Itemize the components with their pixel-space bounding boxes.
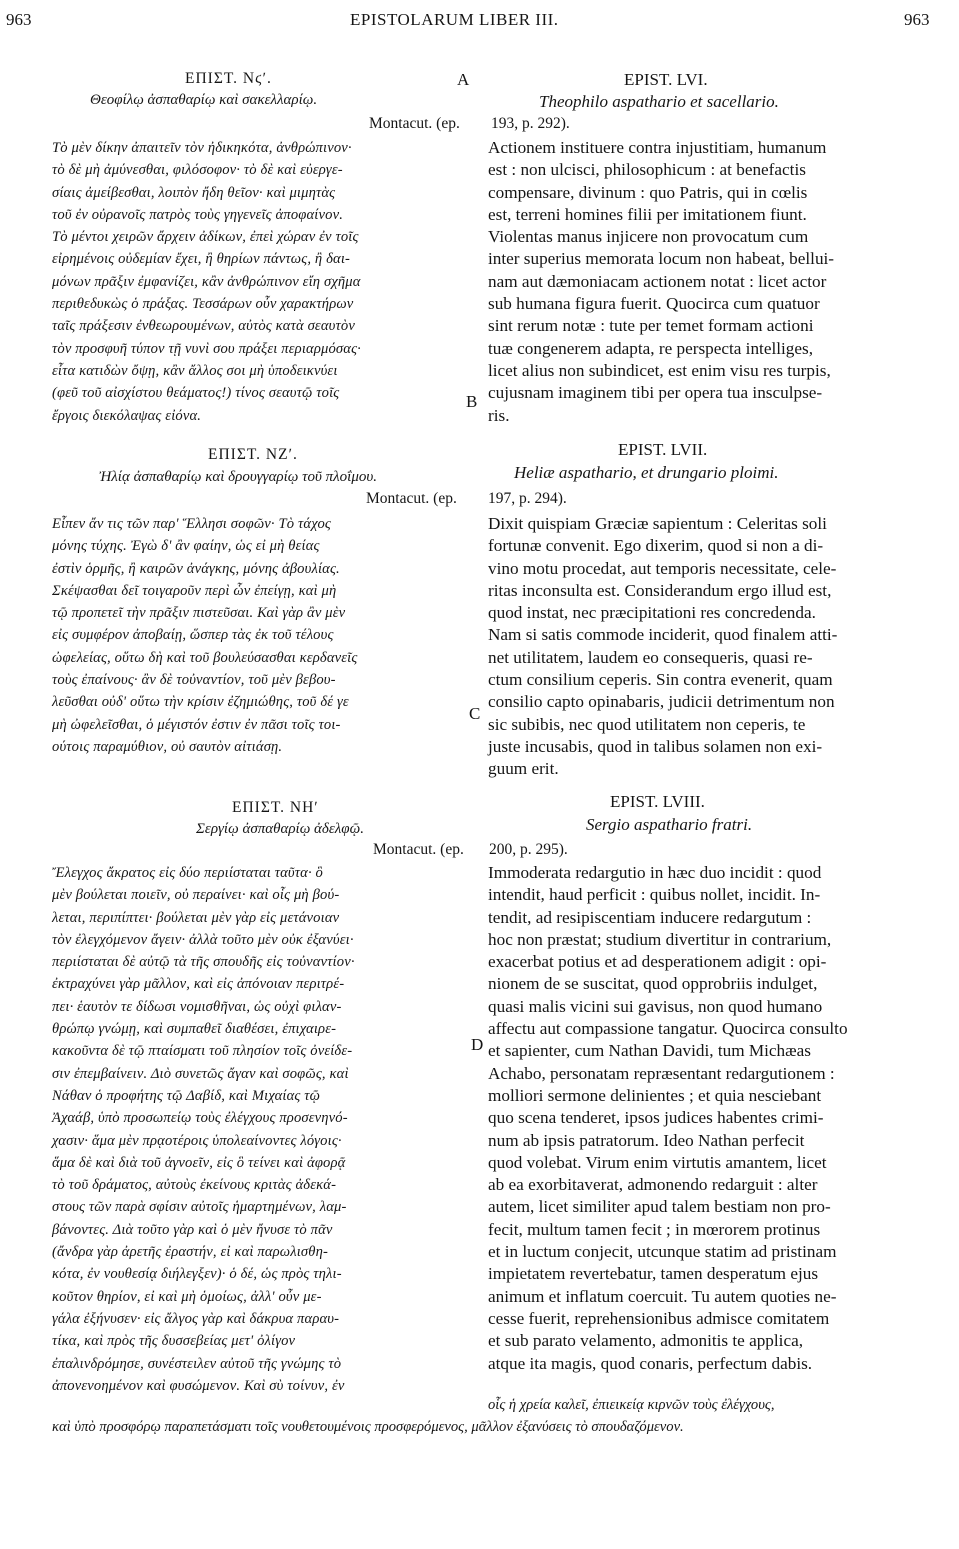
latin-text-line: quasi malis vicini sui gavisus, non quod humano: [488, 996, 823, 1016]
section-marker-a: A: [457, 70, 470, 89]
greek-text-line: ὠφελείας, οὕτω δὴ καὶ τοῦ βουλεύσασθαι κερδανεῖς: [52, 649, 358, 666]
greek-text-line: περιίσταται δὲ αὐτῷ τὰ τῆς σπουδῆς εἰς τοὐναντίον·: [52, 954, 355, 971]
greek-letter-subtitle: Σεργίῳ ἀσπαθαρίῳ ἀδελφῷ.: [196, 821, 364, 837]
latin-text-line: Actionem instituere contra injustitiam, humanum: [488, 138, 827, 157]
running-title: EPISTOLARUM LIBER III.: [350, 10, 559, 29]
greek-text-line: ἀπονενοημένον καὶ φυσώμενον. Καὶ σὺ τοίνυν, ἐν: [52, 1377, 345, 1394]
greek-text-line: θρώπῳ γνώμῃ, καὶ συμπαθεῖ διαθέσει, ἐπιχαιρε-: [52, 1021, 337, 1038]
greek-text-line: Τὸ μὲν δίκην ἀπαιτεῖν τὸν ἠδικηκότα, ἀνθρώπινον·: [52, 140, 352, 156]
source-reference-prefix: Montacut. (ep.: [373, 841, 464, 858]
greek-text-line: λεῦσθαι οὐδ' οὕτω τὴν κρίσιν ἐζημιώθης, τοῦ δέ γε: [52, 694, 349, 711]
latin-text-line: affectu aut compassione tangatur. Quocirca consulto: [488, 1019, 848, 1039]
latin-text-line: est, terreni homines filii per imitationem fiunt.: [488, 204, 807, 224]
greek-text-line: μόνων πρᾶξιν ἐμφανίζει, κἂν ἀνθρώπινον εἴη σχῆμα: [52, 273, 361, 290]
latin-text-line: sub humana figura fuerit. Quocirca cum quatuor: [488, 294, 820, 314]
page-number-right: 963: [904, 10, 930, 29]
latin-column-letter-57: [488, 513, 924, 781]
greek-text-line: Εἶπεν ἄν τις τῶν παρ' Ἕλλησι σοφῶν· Τὸ τάχος: [52, 516, 331, 532]
greek-column-letter-58: [52, 862, 477, 1397]
latin-text-line: nam aut dæmoniacam actionem notat : licet actor: [488, 271, 827, 291]
section-marker-c: C: [469, 704, 481, 723]
greek-text-line: (φεῦ τοῦ αἰσχίστου θεάματος!) τίνος σεαυτῷ τοῖς: [52, 385, 340, 402]
source-reference-suffix: 200, p. 295).: [489, 841, 568, 858]
greek-text-line: εἰς συμφέρον ἀποβαίῃ, ὥσπερ τὰς ἐκ τοῦ τέλους: [52, 627, 334, 644]
greek-text-line: Ἀχαάβ, ὑπὸ προσωπείῳ τοὺς ἐλέγχους προσενηνό-: [52, 1110, 348, 1127]
latin-text-line: autem, licet similiter apud talem bestiam non pro-: [488, 1197, 831, 1217]
greek-text-line: κακοῦντα δὲ τῷ πταίσματι τοῦ πλησίον τοῖς ὀνείδε-: [52, 1043, 353, 1060]
greek-text-line: τοὺς ἐπαίνους· ἂν δὲ τοὐναντίον, τοῦ μὲν βεβου-: [52, 672, 336, 689]
greek-text-line: χασιν· ἅμα μὲν πρᾳοτέροις ὑπολεαίνοντες λόγοις·: [52, 1132, 342, 1149]
page-number-left: 963: [6, 10, 32, 29]
latin-text-line: hoc non præstat; studium divertitur in contrarium,: [488, 929, 832, 949]
greek-tail-line: καὶ ὑπὸ προσφόρῳ παραπετάσματι τοῖς νουθετουμένοις προσφερόμενος, μᾶλλον ἐξανύσεις τὸ σπουδαζόμενον.: [52, 1419, 684, 1435]
latin-text-line: juste incusabis, quod in talibus solamen non exi-: [488, 736, 823, 756]
latin-text-line: ab ea exorbitaverat, admonendo redarguit : alter: [488, 1175, 818, 1195]
greek-text-line: (ἄνδρα γὰρ ἀρετῆς ἐραστήν, εἰ καὶ παρωλισθη-: [52, 1244, 328, 1261]
latin-text-line: est : non ulcisci, philosophicum : at benefactis: [488, 160, 806, 180]
greek-text-line: σίαις ἀμείβεσθαι, λοιπὸν ἤδη θεῖον· καὶ μιμητὰς: [52, 184, 336, 201]
greek-text-line: τὸ δὲ μὴ ἀμύνεσθαι, φιλόσοφον· τὸ δὲ καὶ εὐεργε-: [52, 162, 343, 179]
latin-text-line: fortunæ convenit. Ego dixerim, quod si non a di-: [488, 536, 824, 556]
greek-text-line: Σκέψασθαι δεῖ τοιγαροῦν περὶ ὧν ἐπείγῃ, καὶ μὴ: [52, 582, 337, 599]
latin-text-line: sint rerum notæ : tute per temet formam actioni: [488, 316, 814, 336]
greek-letter-title: ΕΠΙΣΤ. ΝΗʹ: [232, 799, 319, 816]
latin-text-line: net utilitatem, laudem eo consequeris, quasi re-: [488, 647, 813, 667]
greek-text-line: τὸν ἐλεγχόμενον ἄγειν· ἀλλὰ τοῦτο μὲν οὐκ ἐξανύει·: [52, 931, 354, 948]
greek-text-line: ούτοις παραμύθιον, οὐ σαυτὸν αἰτιάσῃ.: [52, 738, 283, 755]
latin-text-line: atque ita magis, quod conaris, perfectum dabis.: [488, 1353, 813, 1373]
greek-column-letter-56: [52, 137, 477, 427]
greek-text-line: Τὸ μέντοι χειρῶν ἄρχειν ἀδίκων, ἐπεὶ χώραν ἐν τοῖς: [52, 229, 359, 246]
latin-text-line: vino motu procedat, aut temporis necessitate, cele-: [488, 558, 837, 578]
latin-text-line: cesse fuerit, reprehensionibus admisce comitatem: [488, 1308, 830, 1328]
latin-text-line: tuæ congenerem adapta, re perspecta intelliges,: [488, 338, 813, 358]
greek-text-line: εἰρημένοις οὐδεμίαν ἔχει, ἢ θηρίων πάντως, ἢ δαι-: [52, 251, 351, 268]
latin-letter-subtitle: Sergio aspathario fratri.: [586, 815, 753, 834]
latin-text-line: ris.: [488, 405, 510, 425]
greek-text-line: κότα, ἐν νουθεσίᾳ διήλεγξεν)· ὁ δέ, ὡς πρὸς τηλι-: [52, 1266, 342, 1283]
greek-text-line: στους τῶν παρὰ σφίσιν αὐτοῖς ἡμαρτημένων, λαμ-: [52, 1199, 347, 1216]
latin-text-line: ritas inconsulta est. Considerandum ergo illud est,: [488, 580, 832, 600]
latin-text-line: Dixit quispiam Græciæ sapientum : Celeritas soli: [488, 514, 827, 533]
source-reference-prefix: Montacut. (ep.: [366, 490, 457, 507]
greek-text-line: τίκα, καὶ πρὸς τῆς δυσσεβείας μετ' ὀλίγον: [52, 1333, 296, 1350]
greek-text-line: σιν ἐπεμβαίνειν. Διὸ συνετῶς ἄγαν καὶ σοφῶς, καὶ: [52, 1065, 349, 1082]
greek-letter-subtitle: Ἠλίᾳ ἀσπαθαρίῳ καὶ δρουγγαρίῳ τοῦ πλοΐμου.: [99, 469, 377, 485]
latin-text-line: Nam si satis commode inciderit, quod finalem atti-: [488, 625, 838, 645]
latin-text-line: tendit, ad resipiscentiam inducere redargutum :: [488, 907, 812, 927]
greek-letter-title: ΕΠΙΣΤ. ΝΖʹ.: [208, 446, 298, 463]
source-reference-prefix: Montacut. (ep.: [369, 115, 460, 132]
latin-text-line: intendit, haud perficit : quibus nollet, incidit. In-: [488, 885, 821, 905]
greek-tail-line: οἷς ἡ χρεία καλεῖ, ἐπιεικείᾳ κιρνῶν τοὺς ἐλέγχους,: [488, 1397, 775, 1413]
latin-letter-title: EPIST. LVI.: [624, 70, 708, 89]
latin-letter-subtitle: Heliæ aspathario, et drungario ploimi.: [514, 463, 779, 482]
latin-text-line: sic subibis, nec quod utilitatem non ceperis, te: [488, 714, 806, 734]
greek-text-line: τὸν προσφυῆ τύπον τῇ νυνὶ σου πράξει περιαρμόσας·: [52, 340, 361, 357]
greek-text-line: ἐπαλινδρόμησε, συνέστειλεν αὐτοῦ τῆς γνώμης τὸ: [52, 1355, 342, 1372]
latin-text-line: guum erit.: [488, 759, 559, 779]
greek-letter-title: ΕΠΙΣΤ. Νϛʹ.: [185, 70, 272, 87]
latin-column-letter-56: [488, 137, 924, 427]
greek-text-line: μὲν βούλεται ποιεῖν, οὐ περαίνει· καὶ οἷς μὴ βού-: [52, 887, 340, 904]
section-marker-d: D: [471, 1035, 484, 1054]
latin-text-line: quod instat, nec præcipitationi res concredenda.: [488, 603, 816, 623]
source-reference-suffix: 197, p. 294).: [488, 490, 567, 507]
latin-letter-subtitle: Theophilo aspathario et sacellario.: [539, 92, 779, 111]
latin-text-line: num ab ipsis patratorum. Ideo Nathan perfecit: [488, 1130, 805, 1150]
latin-text-line: licet alius non subindicet, est enim visu res turpis,: [488, 360, 831, 380]
latin-letter-title: EPIST. LVII.: [618, 440, 708, 459]
greek-text-line: μόνης τύχης. Ἐγὼ δ' ἂν φαίην, ὡς εἰ μὴ θείας: [52, 538, 320, 555]
latin-letter-title: EPIST. LVIII.: [610, 792, 705, 811]
section-marker-b: B: [466, 392, 478, 411]
greek-text-line: γάλα ἐξήνυσεν· εἰς ἄλγος γὰρ καὶ δάκρυα παραυ-: [52, 1310, 340, 1327]
greek-text-line: Ἔλεγχος ἄκρατος εἰς δύο περιίσταται ταῦτα· ὃ: [52, 865, 324, 881]
latin-text-line: compensare, divinum : quo Patris, qui in cœlis: [488, 182, 808, 202]
latin-text-line: ctum consilium ceperis. Sin contra evenerit, quam: [488, 670, 833, 690]
greek-text-line: τὸ τοῦ δράματος, αὐτοὺς ἐκείνους κριτὰς ἀδεκά-: [52, 1177, 337, 1194]
latin-text-line: molliori sermone delinientes ; et quia nesciebant: [488, 1085, 822, 1105]
greek-text-line: περιθεδυκὼς ὁ πράξας. Τεσσάρων οὖν χαρακτήρων: [52, 296, 354, 313]
greek-text-line: τοῦ ἐν οὐρανοῖς πατρὸς τοὺς γηγενεῖς ἀποφαίνον.: [52, 206, 344, 223]
latin-text-line: quo scena tenderet, ipsos judices habentes crimi-: [488, 1108, 824, 1128]
greek-text-line: βάνοντες. Διὰ τοῦτο γὰρ καὶ ὁ μὲν ἤνυσε τὸ πᾶν: [52, 1221, 333, 1238]
latin-text-line: et sub parato velamento, admonitis te applica,: [488, 1331, 804, 1351]
latin-text-line: nionem de se suscitat, quod opprobriis indulget,: [488, 974, 818, 994]
greek-text-line: Νάθαν ὁ προφήτης τῷ Δαβίδ, καὶ Μιχαίας τῷ: [52, 1087, 321, 1104]
latin-text-line: fecit, multum tamen fecit ; in mœrorem protinus: [488, 1219, 821, 1239]
greek-text-line: λεται, περιπίπτει· βούλεται μὲν γὰρ εἰς μετάνοιαν: [52, 909, 340, 926]
latin-text-line: et in luctum conjecit, utcunque statim ad pristinam: [488, 1242, 837, 1262]
latin-text-line: cujusnam imaginem tibi per opera tua insculpse-: [488, 383, 823, 403]
latin-text-line: animum et inflatum coercuit. Tu autem quoties ne-: [488, 1286, 837, 1306]
greek-column-letter-57: [52, 513, 477, 758]
latin-text-line: Achabo, personatam repræsentant redargutionem :: [488, 1063, 835, 1083]
latin-text-line: quod volebat. Virum enim virtutis amantem, licet: [488, 1152, 827, 1172]
greek-text-line: πει· ἑαυτὸν τε δίδωσι νομισθῆναι, ὡς οὐχὶ φιλαν-: [52, 998, 342, 1015]
greek-text-line: ἐστὶν ὁρμῆς, ἢ καιρῶν ἀνάγκης, μόνης ἀβουλίας.: [52, 560, 340, 577]
latin-text-line: inter superius memorata locum non habeat, bellui-: [488, 249, 835, 269]
greek-text-line: ταῖς πράξεσιν ἐνθεωρουμένων, αὐτὸς κατὰ σεαυτὸν: [52, 318, 355, 335]
greek-text-line: κοῦτον θηρίον, εἰ καὶ μὴ ὁμοίως, ἀλλ' οὖν με-: [52, 1288, 322, 1305]
source-reference-suffix: 193, p. 292).: [491, 115, 570, 132]
latin-text-line: Immoderata redargutio in hæc duo incidit : quod: [488, 863, 822, 882]
greek-text-line: ἔργοις διεκόλαψας εἰόνα.: [52, 407, 202, 424]
latin-text-line: exacerbat potius et ad desperationem adigit : opi-: [488, 952, 827, 972]
latin-column-letter-58: [488, 862, 924, 1375]
latin-text-line: consilio capto opinabaris, judicii detrimentum non: [488, 692, 835, 712]
latin-text-line: Violentas manus injicere non provocatum cum: [488, 227, 809, 247]
latin-text-line: et sapienter, cum Nathan Davidi, tum Michæas: [488, 1041, 811, 1061]
greek-text-line: εἶτα κατιδὼν ὄψῃ, κἂν ἄλλος σοι μὴ ὑποδεικνύει: [52, 362, 338, 379]
latin-text-line: impietatem revertebatur, tamen desperatum ejus: [488, 1264, 819, 1284]
greek-text-line: ἅμα δὲ καὶ διὰ τοῦ ἀγνοεῖν, εἰς ὃ τείνει καὶ ἀφορᾷ: [52, 1154, 346, 1171]
greek-letter-subtitle: Θεοφίλῳ ἀσπαθαρίῳ καὶ σακελλαρίῳ.: [90, 92, 318, 108]
greek-text-line: τῷ προπετεῖ τὴν πρᾶξιν πιστεῦσαι. Καὶ γὰρ ἂν μὲν: [52, 605, 346, 622]
greek-text-line: μὴ ὠφελεῖσθαι, ὁ μέγιστόν ἐστιν ἐν πᾶσι τοῖς τοι-: [52, 716, 341, 733]
greek-text-line: ἐκτραχύνει γὰρ μᾶλλον, καὶ εἰς ἀπόνοιαν περιτρέ-: [52, 976, 345, 993]
